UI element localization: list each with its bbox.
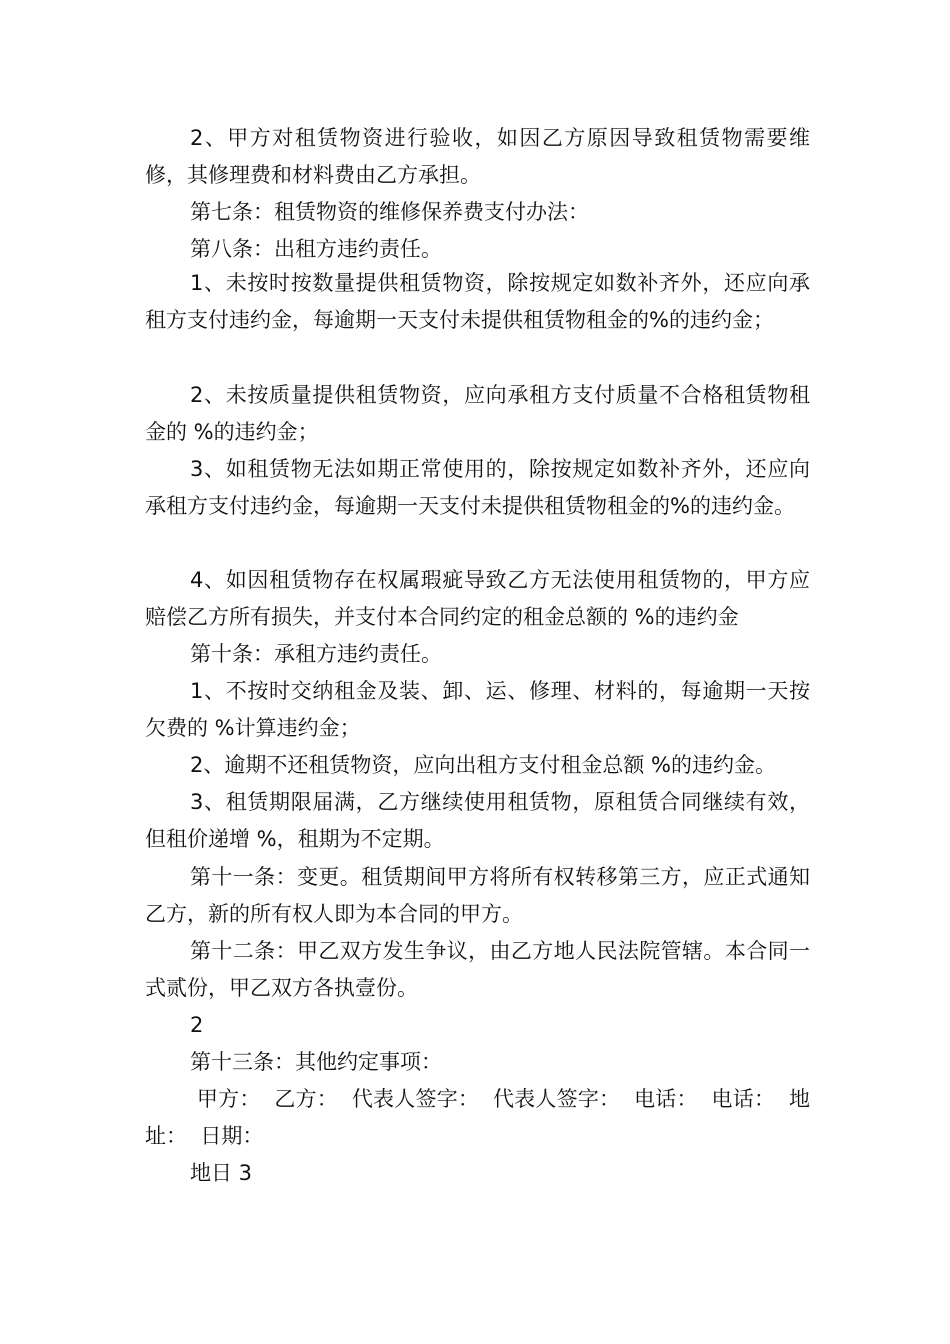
paragraph-article-10: 第十条：承租方违约责任。 bbox=[190, 642, 442, 666]
paragraph-maintenance-inspection: 2、甲方对租赁物资进行验收，如因乙方原因导致租赁物需要维修，其修理费和材料费由乙方承担。 bbox=[145, 126, 810, 187]
paragraph-article-8-item-1: 1、未按时按数量提供租赁物资，除按规定如数补齐外，还应向承租方支付违约金，每逾期一天支付未提供租赁物租金的%的违约金； bbox=[145, 271, 810, 332]
paragraph-article-10-item-2: 2、逾期不还租赁物资，应向出租方支付租金总额 %的违约金。 bbox=[190, 753, 776, 777]
paragraph-article-11: 第十一条：变更。租赁期间甲方将所有权转移第三方，应正式通知乙方，新的所有权人即为本合同的甲方。 bbox=[145, 865, 810, 926]
paragraph-article-13: 第十三条：其他约定事项： bbox=[190, 1050, 442, 1074]
paragraph-article-8: 第八条：出租方违约责任。 bbox=[190, 237, 442, 261]
paragraph-trailing: 地日 3 bbox=[190, 1161, 253, 1185]
paragraph-article-7: 第七条：租赁物资的维修保养费支付办法： bbox=[190, 200, 589, 224]
paragraph-article-8-item-3: 3、如租赁物无法如期正常使用的，除按规定如数补齐外，还应向承租方支付违约金，每逾期一天支付未提供租赁物租金的%的违约金。 bbox=[145, 457, 810, 518]
paragraph-article-8-item-4: 4、如因租赁物存在权属瑕疵导致乙方无法使用租赁物的，甲方应赔偿乙方所有损失，并支付本合同约定的租金总额的 %的违约金 bbox=[145, 568, 810, 629]
paragraph-article-10-item-1: 1、不按时交纳租金及装、卸、运、修理、材料的，每逾期一天按欠费的 %计算违约金； bbox=[145, 679, 810, 740]
paragraph-article-8-item-2: 2、未按质量提供租赁物资，应向承租方支付质量不合格租赁物租金的 %的违约金； bbox=[145, 383, 810, 444]
paragraph-article-10-item-3: 3、租赁期限届满，乙方继续使用租赁物，原租赁合同继续有效，但租价递增 %，租期为不定期。 bbox=[145, 790, 810, 851]
signature-block: 甲方： 乙方： 代表人签字： 代表人签字： 电话： 电话： 地址： 日期： bbox=[145, 1087, 810, 1148]
page-number: 2 bbox=[190, 1013, 204, 1037]
paragraph-article-12: 第十二条：甲乙双方发生争议，由乙方地人民法院管辖。本合同一式贰份，甲乙双方各执壹份。 bbox=[145, 939, 810, 1000]
